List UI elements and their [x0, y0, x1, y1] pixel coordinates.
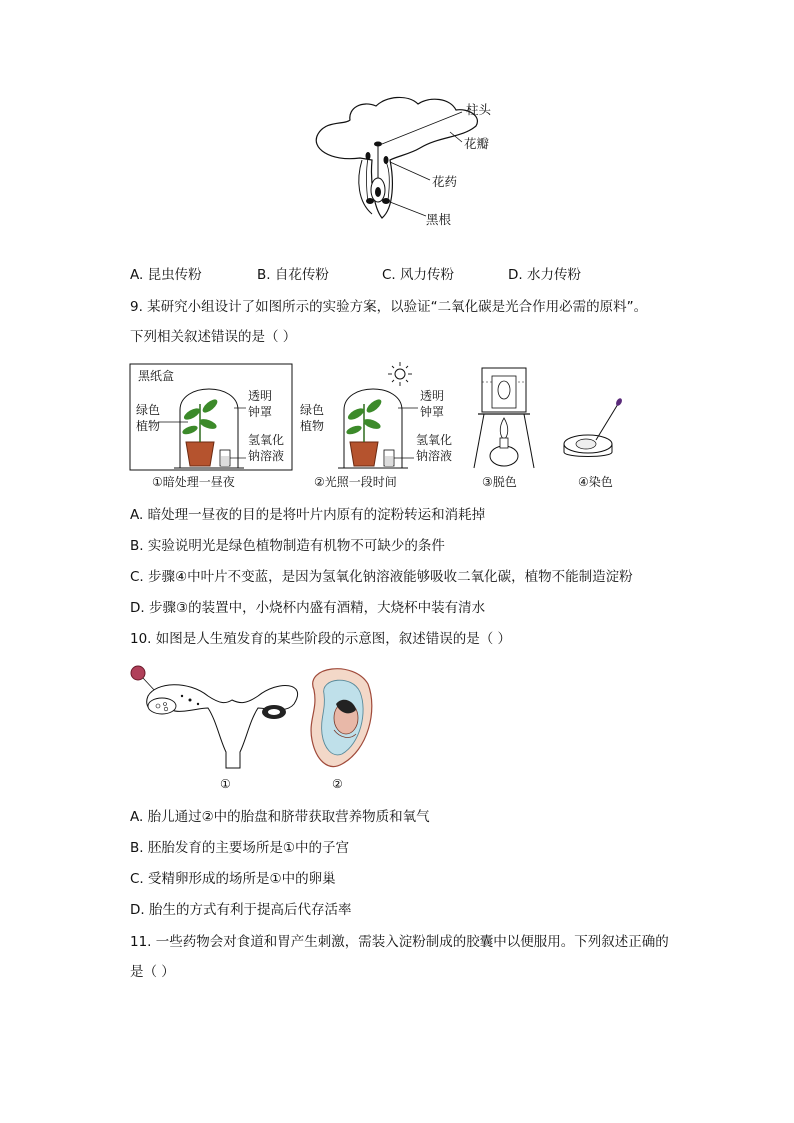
label-naoh-2a: 氢氧化: [416, 433, 453, 447]
label-naoh-1a: 氢氧化: [248, 433, 285, 447]
q9-option-a: A. 暗处理一昼夜的目的是将叶片内原有的淀粉转运和消耗掉: [130, 507, 486, 523]
label-naoh-1b: 钠溶液: [248, 449, 285, 463]
label-fig-1: ①: [220, 777, 231, 791]
label-bell-jar-1b: 钟罩: [248, 405, 273, 419]
label-black-box: 黑纸盒: [138, 369, 175, 383]
label-step4: ④染色: [578, 475, 613, 489]
label-stigma: 柱头: [466, 102, 492, 117]
q10-stem: 10. 如图是人生殖发育的某些阶段的示意图，叙述错误的是（ ）: [130, 631, 512, 647]
label-anther: 花药: [432, 174, 458, 189]
q8-option-a: A. 昆虫传粉: [130, 267, 202, 283]
reproduction-diagram: [128, 660, 378, 795]
q9-option-d: D. 步骤③的装置中，小烧杯内盛有酒精，大烧杯中装有清水: [130, 600, 486, 616]
label-bell-jar-2a: 透明: [420, 389, 445, 403]
q11-stem-line1: 11. 一些药物会对食道和胃产生刺激，需装入淀粉制成的胶囊中以便服用。下列叙述正确的: [130, 934, 669, 950]
label-black-root: 黑根: [426, 212, 452, 227]
flower-diagram: [290, 90, 520, 235]
label-step1: ①暗处理一昼夜: [152, 475, 235, 489]
q9-option-c: C. 步骤④中叶片不变蓝，是因为氢氧化钠溶液能够吸收二氧化碳，植物不能制造淀粉: [130, 569, 633, 585]
label-naoh-2b: 钠溶液: [416, 449, 453, 463]
label-bell-jar-2b: 钟罩: [420, 405, 445, 419]
q10-option-c: C. 受精卵形成的场所是①中的卵巢: [130, 871, 336, 887]
q8-option-c: C. 风力传粉: [382, 267, 455, 283]
q10-option-a: A. 胎儿通过②中的胎盘和脐带获取营养物质和氧气: [130, 809, 430, 825]
photosynthesis-experiment-diagram: [128, 358, 648, 493]
q11-stem-line2: 是（ ）: [130, 964, 175, 980]
label-green-plant-2b: 植物: [300, 419, 325, 433]
label-bell-jar-1a: 透明: [248, 389, 273, 403]
q9-stem-line2: 下列相关叙述错误的是（ ）: [130, 329, 297, 345]
label-green-plant-1a: 绿色: [136, 403, 161, 417]
q9-stem-line1: 9. 某研究小组设计了如图所示的实验方案，以验证“二氧化碳是光合作用必需的原料”。: [130, 299, 648, 315]
label-step3: ③脱色: [482, 475, 517, 489]
q8-option-b: B. 自花传粉: [257, 267, 329, 283]
label-green-plant-1b: 植物: [136, 419, 161, 433]
q9-option-b: B. 实验说明光是绿色植物制造有机物不可缺少的条件: [130, 538, 445, 554]
label-green-plant-2a: 绿色: [300, 403, 325, 417]
q10-option-d: D. 胎生的方式有利于提高后代存活率: [130, 902, 352, 918]
label-fig-2: ②: [332, 777, 343, 791]
label-petal: 花瓣: [464, 136, 490, 151]
q8-option-d: D. 水力传粉: [508, 267, 581, 283]
label-step2: ②光照一段时间: [314, 475, 397, 489]
q10-option-b: B. 胚胎发育的主要场所是①中的子宫: [130, 840, 349, 856]
